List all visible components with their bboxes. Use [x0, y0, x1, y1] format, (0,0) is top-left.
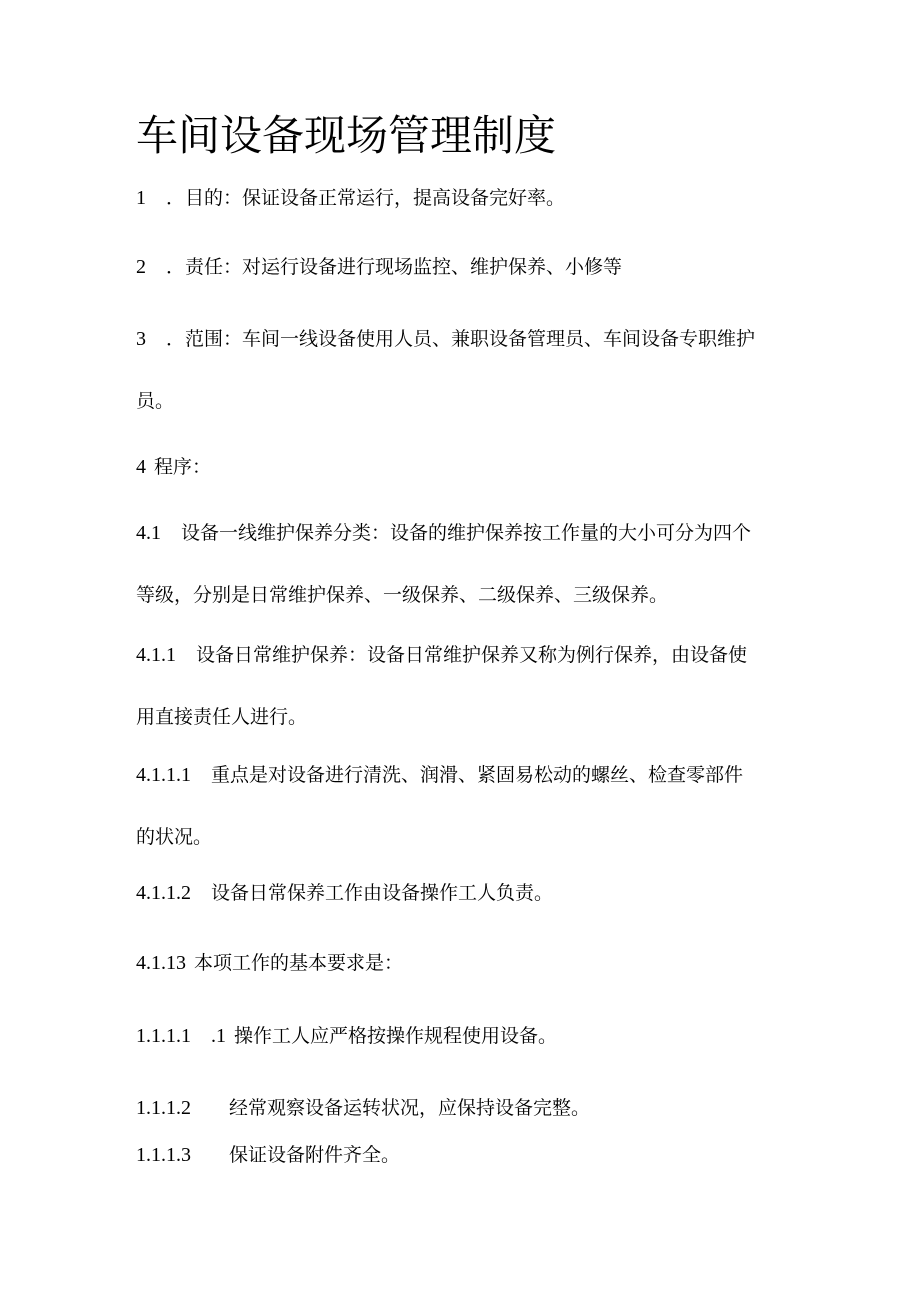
- section-continuation: 等级，分别是日常维护保养、一级保养、二级保养、三级保养。: [136, 584, 669, 606]
- section-number: 4.1.1.1: [136, 764, 191, 786]
- section-3: [136, 308, 796, 432]
- section-text: 程序：: [154, 456, 212, 478]
- section-number: 1.1.1.2: [136, 1097, 191, 1119]
- section-text: 重点是对设备进行清洗、润滑、紧固易松动的螺丝、检查零部件: [211, 764, 744, 786]
- section-2: [136, 236, 796, 298]
- section-continuation: 用直接责任人进行。: [136, 706, 308, 728]
- section-text: 范围：车间一线设备使用人员、兼职设备管理员、车间设备专职维护: [185, 328, 756, 350]
- section-number: 4.1.13: [136, 952, 186, 974]
- section-continuation: 员。: [136, 390, 175, 412]
- section-4-1: [136, 502, 796, 626]
- section-separator: ．: [166, 187, 186, 209]
- page-title: 车间设备现场管理制度: [136, 111, 557, 160]
- section-separator: ．: [166, 328, 186, 350]
- section-1-1-1-3: [136, 1130, 796, 1180]
- section-subnumber: .1: [211, 1025, 226, 1047]
- section-separator: ．: [166, 256, 186, 278]
- section-4-1-13: [136, 932, 796, 994]
- section-number: 2: [136, 256, 146, 278]
- section-number: 1.1.1.3: [136, 1144, 191, 1166]
- section-text: 保证设备附件齐全。: [229, 1144, 401, 1166]
- section-number: 3: [136, 328, 146, 350]
- section-text: 本项工作的基本要求是：: [194, 952, 404, 974]
- section-1: [136, 167, 796, 229]
- section-1-1-1-1: [136, 1005, 796, 1067]
- section-text: 设备一线维护保养分类：设备的维护保养按工作量的大小可分为四个: [181, 522, 752, 544]
- section-number: 4.1: [136, 522, 161, 544]
- section-text: 经常观察设备运转状况，应保持设备完整。: [229, 1097, 591, 1119]
- section-4-1-1: [136, 624, 796, 748]
- section-4-1-1-2: [136, 862, 796, 924]
- section-number: 1.1.1.1: [136, 1025, 191, 1047]
- section-text: 设备日常维护保养：设备日常维护保养又称为例行保养，由设备使: [196, 644, 748, 666]
- section-text: 责任：对运行设备进行现场监控、维护保养、小修等: [185, 256, 623, 278]
- section-number: 4.1.1: [136, 644, 176, 666]
- section-number: 4.1.1.2: [136, 882, 191, 904]
- section-text: 目的：保证设备正常运行，提高设备完好率。: [185, 187, 566, 209]
- section-text: 设备日常保养工作由设备操作工人负责。: [211, 882, 554, 904]
- section-continuation: 的状况。: [136, 826, 213, 848]
- section-number: 1: [136, 187, 146, 209]
- section-text: 操作工人应严格按操作规程使用设备。: [234, 1025, 558, 1047]
- section-4: [136, 436, 796, 498]
- section-4-1-1-1: [136, 744, 796, 868]
- section-number: 4: [136, 456, 146, 478]
